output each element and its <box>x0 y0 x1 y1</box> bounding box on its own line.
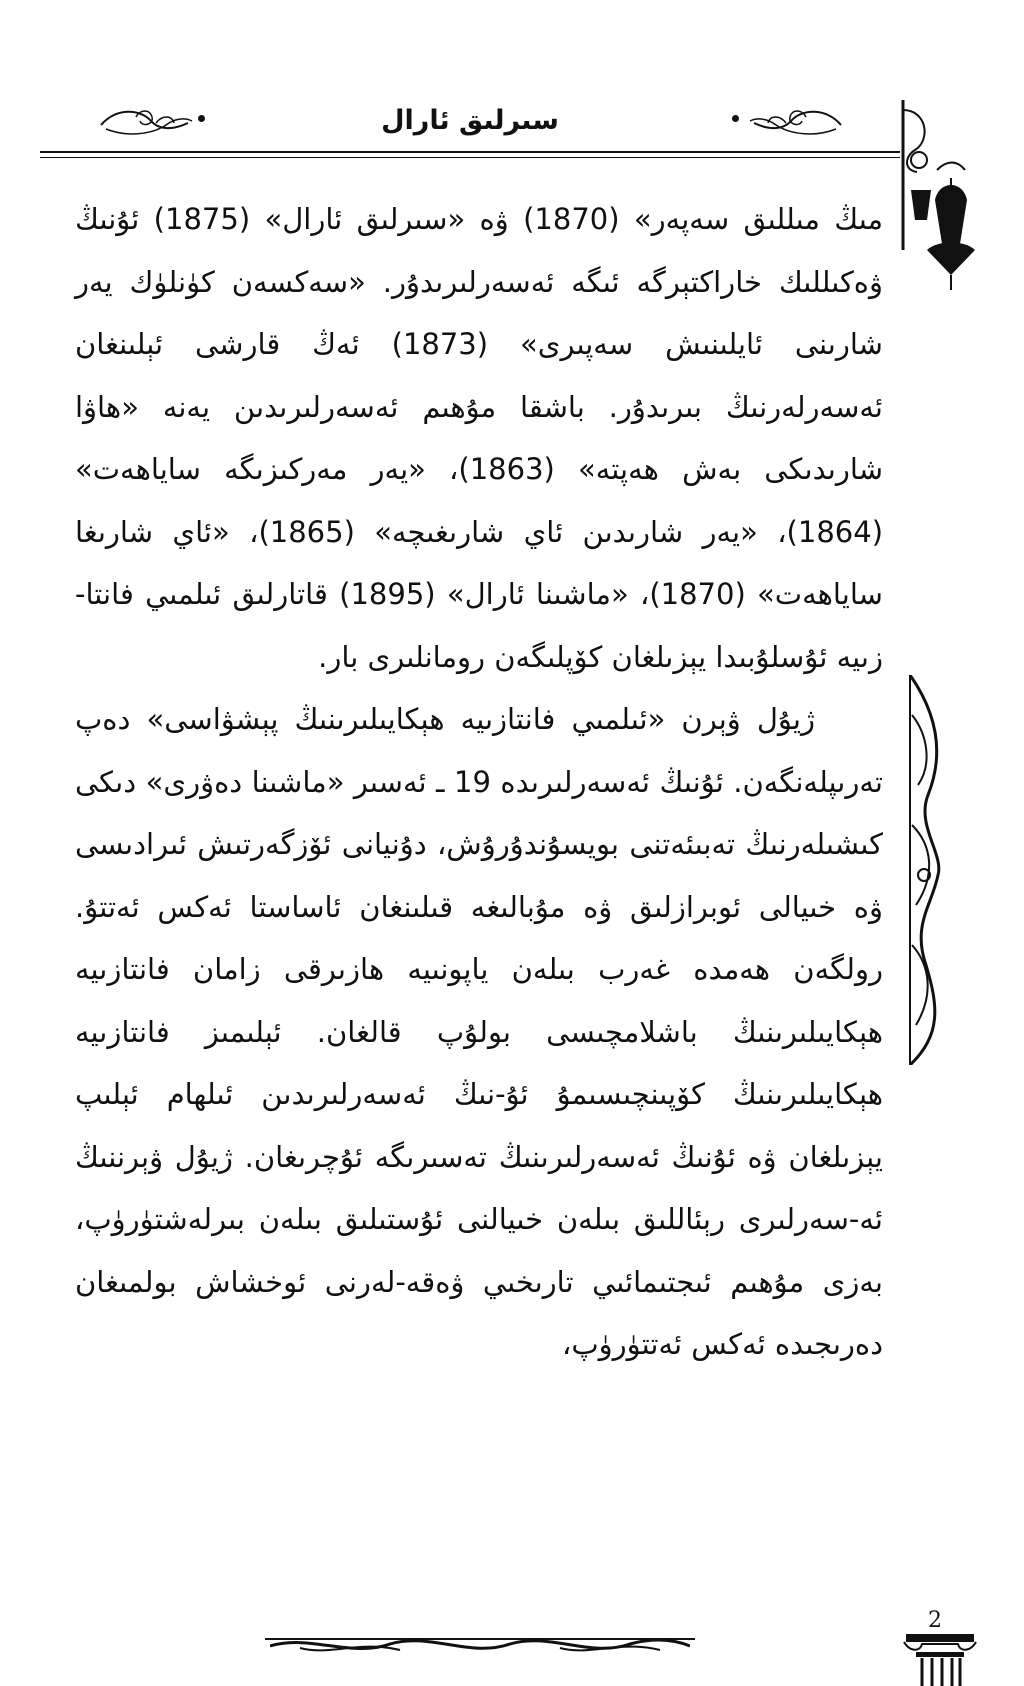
paragraph-1: مىڭ مىللىق سەپەر» (1870) ۋە «سىرلىق ئارال» (1875) ئۇنىڭ ۋەكىللىك خاراكتېرگە ئىگە ئەسەرلىرىدۇر. «سەكسەن كۈنلۈك يەر شارىنى ئايلىنىش سەپىرى» (1873) ئەڭ قارشى ئېلىنغان ئەسەرلەرنىڭ بىرىدۇر. باشقا مۇھىم ئەسەرلىرىدىن يەنە «ھاۋا شارىدىكى بەش ھەپتە» (1863)، «يەر مەركىزىگە ساياھەت» (1864)، «يەر شارىدىن ئاي شارىغىچە» (1865)، «ئاي شارىغا ساياھەت» (1870)، «ماشىنا ئارال» (1895) قاتارلىق ئىلمىي فانتا-زىيە ئۇسلۇبىدا يېزىلغان كۆپلىگەن رومانلىرى بار. <box>75 202 884 674</box>
right-dot <box>732 115 739 122</box>
running-title: سىرلىق ئارال <box>381 105 559 136</box>
body-text <box>75 188 883 1376</box>
page-number: 2 <box>928 1608 942 1633</box>
header-rule-thick <box>40 151 900 153</box>
paragraph-2: ژيۇل ۋېرن «ئىلمىي فانتازىيە ھېكايىلىرىنىڭ پېشۋاسى» دەپ تەرىپلەنگەن. ئۇنىڭ ئەسەرلىرىدە 19 ـ ئەسىر «ماشىنا دەۋرى» دىكى كىشىلەرنىڭ تەبىئەتنى بويسۇندۇرۇش، دۇنيانى ئۆزگەرتىش ئىرادىسى ۋە خىيالى ئوبرازلىق ۋە مۇبالىغە قىلىنغان ئاساستا ئەكس ئەتتۇ. رولگەن ھەمدە غەرب بىلەن ياپونىيە ھازىرقى زامان فانتازىيە ھېكايىلىرىنىڭ باشلامچىسى بولۇپ قالغان. ئېلىمىز فانتازىيە ھېكايىلىرىنىڭ كۆپىنچىسىمۇ ئۇ-نىڭ ئەسەرلىرىدىن ئىلھام ئېلىپ يېزىلغان ۋە ئۇنىڭ ئەسەرلىرىنىڭ تەسىرىگە ئۇچرىغان. ژيۇل ۋېرننىڭ ئە-سەرلىرى رېئاللىق بىلەن خىيالنى ئۇستىلىق بىلەن بىرلەشتۈرۈپ، بەزى مۇھىم ئىجتىمائىي تارىخىي ۋەقە-لەرنى ئوخشاش بولمىغان دەرىجىدە ئەكس ئەتتۈرۈپ، <box>75 702 883 1361</box>
header-rule-thin <box>40 157 900 158</box>
footer-ornament-icon <box>270 1630 690 1660</box>
side-ornament-icon <box>908 675 946 1065</box>
page-header <box>40 95 900 165</box>
pillar-ornament-icon <box>900 1630 980 1686</box>
right-flourish-icon <box>746 103 846 143</box>
corner-ornament-icon <box>897 100 997 300</box>
